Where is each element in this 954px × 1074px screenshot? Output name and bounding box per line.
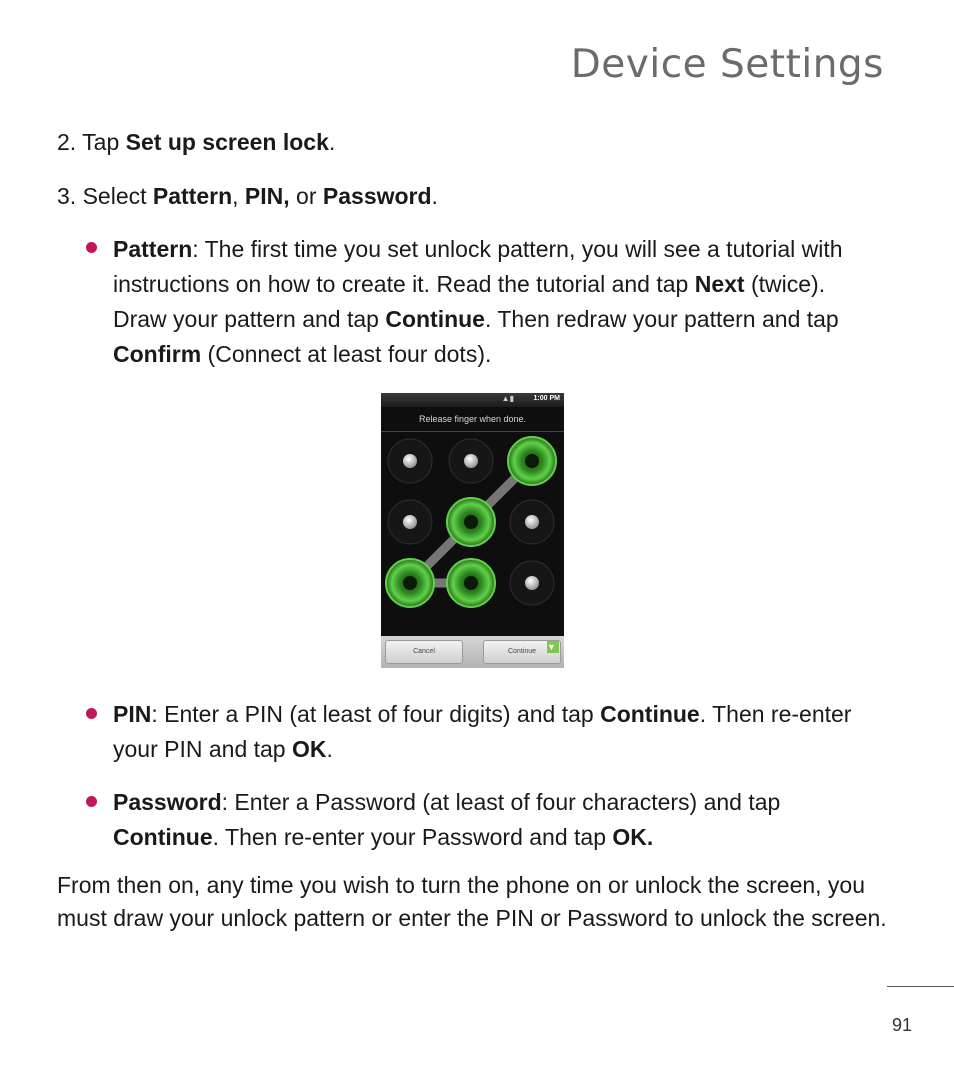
bullet-dot-icon [86,242,97,253]
page-number: 91 [892,1015,913,1035]
unlock-pattern-screenshot [381,393,564,668]
phone-status-bar [381,393,564,407]
arrow-down-icon: ▼ [547,641,559,653]
step-2-tail: . [328,129,336,155]
phone-prompt: Release finger when done. [381,407,564,432]
page-title: Device Settings [570,42,884,87]
pattern-text-4: (Connect at least four dots). [201,341,492,367]
step-3-sep1: , [232,183,245,209]
pattern-confirm: Confirm [113,341,202,367]
pattern-dot-selected[interactable] [447,559,495,607]
pattern-dot[interactable] [388,500,432,544]
pattern-next: Next [694,271,745,297]
step-3-sep2: or [289,183,323,209]
closing-paragraph: From then on, any time you wish to turn the phone on or unlock the screen, you must draw your unlock pattern or enter the PIN or Password to unlock the screen. [57,872,887,931]
step-2-bold: Set up screen lock [125,129,329,155]
pin-text-1: : Enter a PIN (at least of four digits) and tap [151,701,601,727]
pattern-text-1: : The first time you set unlock pattern, you will see a tutorial with instructions on how to create it. Read the tutorial and tap [113,236,843,297]
pin-bullet [113,697,873,767]
pattern-text-3: . Then redraw your pattern and tap [484,306,839,332]
step-2 [57,125,335,160]
pattern-text-2: (twice). Draw your pattern and tap [113,271,826,332]
pattern-dot[interactable] [388,439,432,483]
password-text-1: : Enter a Password (at least of four characters) and tap [221,789,781,815]
step-3 [57,179,438,214]
continue-label: Continue [507,648,537,655]
password-continue: Continue [113,824,213,850]
bullet-dot-icon [86,796,97,807]
pattern-dot-selected[interactable] [447,498,495,546]
pattern-dot-selected[interactable] [386,559,434,607]
bullet-dot-icon [86,708,97,719]
footer-rule [887,986,954,987]
phone-status-time: 1:00 PM [533,395,560,402]
pattern-bullet [113,232,873,372]
cancel-button[interactable]: Cancel [385,640,463,664]
pin-text-3: . [326,736,333,762]
pin-ok: OK [292,736,327,762]
pattern-dot[interactable] [510,561,554,605]
step-3-tail: . [431,183,438,209]
password-text-2: . Then re-enter your Password and tap [212,824,613,850]
pattern-term: Pattern [113,236,193,262]
pin-term: PIN [113,701,152,727]
pattern-grid [381,433,564,633]
pin-continue: Continue [600,701,700,727]
password-ok: OK. [612,824,654,850]
pattern-dot[interactable] [510,500,554,544]
password-term: Password [113,789,222,815]
step-3-pin: PIN, [244,183,290,209]
signal-icon: ▲▮ [501,394,514,403]
pattern-continue: Continue [385,306,485,332]
password-bullet [113,785,873,855]
pattern-dot-selected[interactable] [508,437,556,485]
step-3-password: Password [322,183,432,209]
pin-text-2: . Then re-enter your PIN and tap [113,701,852,762]
pattern-dot[interactable] [449,439,493,483]
step-3-pattern: Pattern [152,183,233,209]
step-2-text: 2. Tap [57,129,126,155]
phone-button-bar [381,636,564,668]
step-3-text: 3. Select [57,183,153,209]
